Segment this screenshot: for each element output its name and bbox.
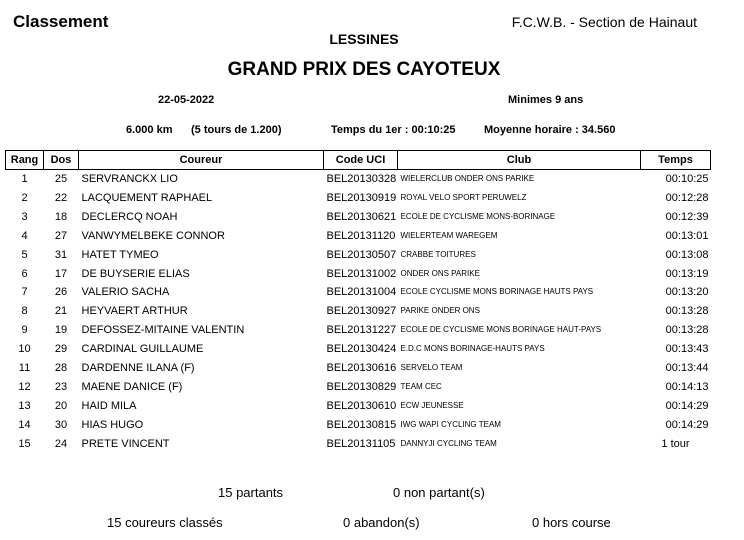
club-cell: ECW JEUNESSE — [400, 400, 464, 410]
rank-cell: 2 — [21, 191, 28, 204]
club-cell: ECOLE CYCLISME MONS BORINAGE HAUTS PAYS — [400, 287, 594, 297]
rider-name-cell: DE BUYSERIE ELIAS — [81, 267, 190, 280]
column-header-uci-code: Code UCI — [324, 151, 398, 170]
column-header-time: Temps — [641, 151, 711, 170]
time-cell: 00:13:19 — [665, 267, 709, 280]
uci-code-cell: BEL20130507 — [326, 248, 397, 261]
rank-cell: 10 — [18, 343, 31, 356]
non-starters-count: 0 non partant(s) — [393, 485, 485, 500]
table-row — [6, 321, 711, 340]
club-cell: ECOLE DE CYCLISME MONS-BORINAGE — [400, 211, 556, 221]
table-row — [6, 359, 711, 378]
time-cell: 00:12:39 — [665, 210, 709, 223]
rank-cell: 5 — [21, 248, 28, 261]
bib-cell: 28 — [54, 362, 68, 375]
table-row — [6, 189, 711, 208]
uci-code-cell: BEL20131004 — [326, 286, 397, 299]
bib-cell: 29 — [54, 343, 68, 356]
race-category: Minimes 9 ans — [508, 94, 584, 106]
time-cell: 00:14:29 — [665, 399, 709, 412]
results-body — [6, 170, 711, 454]
bib-cell: 27 — [54, 229, 68, 242]
table-header-row — [6, 151, 711, 170]
uci-code-cell: BEL20131105 — [326, 437, 396, 450]
rider-name-cell: HEYVAERT ARTHUR — [81, 305, 188, 318]
club-cell: PARIKE ONDER ONS — [400, 306, 480, 316]
race-laps: (5 tours de 1.200) — [191, 124, 282, 136]
bib-cell: 21 — [54, 305, 68, 318]
rank-cell: 3 — [21, 210, 28, 223]
table-row — [6, 340, 711, 359]
club-cell: WIELERCLUB ONDER ONS PARIKE — [400, 174, 535, 183]
page-title: Classement — [13, 12, 109, 31]
rank-cell: 6 — [21, 267, 28, 280]
rank-cell: 4 — [21, 229, 28, 242]
bib-cell: 18 — [54, 210, 68, 223]
column-header-dos: Dos — [44, 151, 79, 170]
bib-cell: 23 — [54, 380, 68, 393]
time-cell: 00:13:20 — [665, 286, 709, 299]
race-location: LESSINES — [329, 31, 399, 47]
uci-code-cell: BEL20130610 — [326, 399, 397, 412]
time-cell: 1 tour — [661, 437, 690, 450]
bib-cell: 19 — [54, 324, 68, 337]
race-date: 22-05-2022 — [158, 94, 215, 106]
rank-cell: 7 — [21, 286, 28, 299]
table-row — [6, 416, 711, 435]
classified-count: 15 coureurs classés — [107, 515, 223, 530]
abandons-count: 0 abandon(s) — [343, 515, 420, 530]
race-distance: 6.000 km — [126, 124, 173, 136]
uci-code-cell: BEL20130815 — [326, 418, 397, 431]
uci-code-cell: BEL20130424 — [326, 343, 397, 356]
rank-cell: 9 — [21, 324, 28, 337]
bib-cell: 31 — [54, 248, 68, 261]
club-cell: ECOLE DE CYCLISME MONS BORINAGE HAUT-PAYS — [400, 325, 602, 335]
federation-label: F.C.W.B. - Section de Hainaut — [511, 14, 697, 30]
time-cell: 00:13:28 — [665, 305, 709, 318]
uci-code-cell: BEL20131120 — [326, 229, 396, 242]
results-table — [5, 150, 711, 454]
rider-name-cell: HAID MILA — [81, 399, 137, 412]
rank-cell: 15 — [18, 437, 31, 450]
rider-name-cell: DARDENNE ILANA (F) — [81, 362, 195, 375]
uci-code-cell: BEL20130621 — [326, 210, 397, 223]
rank-cell: 8 — [21, 305, 28, 318]
time-cell: 00:13:28 — [665, 324, 709, 337]
uci-code-cell: BEL20130328 — [326, 173, 397, 185]
club-cell: IWG WAPI CYCLING TEAM — [400, 419, 501, 429]
rank-cell: 14 — [18, 418, 31, 431]
time-cell: 00:12:28 — [665, 191, 709, 204]
table-row — [6, 208, 711, 227]
rider-name-cell: VANWYMELBEKE CONNOR — [81, 229, 225, 242]
time-cell: 00:13:01 — [665, 229, 709, 242]
uci-code-cell: BEL20131227 — [326, 324, 397, 337]
rank-cell: 12 — [18, 380, 31, 393]
rider-name-cell: PRETE VINCENT — [81, 437, 170, 450]
column-header-club: Club — [398, 151, 641, 170]
club-cell: CRABBE TOITURES — [400, 249, 476, 259]
uci-code-cell: BEL20130829 — [326, 380, 397, 393]
club-cell: ROYAL VELO SPORT PERUWELZ — [400, 192, 527, 202]
time-cell: 00:14:29 — [665, 418, 709, 431]
bib-cell: 25 — [54, 173, 68, 185]
table-row — [6, 397, 711, 416]
time-cell: 00:13:08 — [665, 248, 709, 261]
starters-count: 15 partants — [218, 485, 284, 500]
bib-cell: 24 — [54, 437, 68, 450]
rider-name-cell: HIAS HUGO — [81, 418, 144, 431]
club-cell: DANNYJI CYCLING TEAM — [400, 438, 497, 448]
rank-cell: 13 — [18, 399, 31, 412]
rank-cell: 11 — [18, 362, 31, 375]
time-cell: 00:13:44 — [665, 362, 709, 375]
time-cell: 00:10:25 — [665, 173, 709, 185]
table-row — [6, 378, 711, 397]
uci-code-cell: BEL20130927 — [326, 305, 397, 318]
rider-name-cell: CARDINAL GUILLAUME — [81, 343, 204, 356]
club-cell: E.D.C MONS BORINAGE-HAUTS PAYS — [400, 344, 545, 354]
uci-code-cell: BEL20131002 — [326, 267, 397, 280]
table-row — [6, 283, 711, 302]
column-header-rank: Rang — [6, 151, 44, 170]
bib-cell: 17 — [54, 267, 68, 280]
bib-cell: 30 — [54, 418, 68, 431]
time-cell: 00:13:43 — [665, 343, 709, 356]
rider-name-cell: SERVRANCKX LIO — [81, 173, 178, 185]
rider-name-cell: LACQUEMENT RAPHAEL — [81, 191, 213, 204]
average-speed: Moyenne horaire : 34.560 — [484, 124, 616, 136]
bib-cell: 22 — [54, 191, 68, 204]
disqualified-count: 0 hors course — [532, 515, 611, 530]
bib-cell: 26 — [54, 286, 68, 299]
bib-cell: 20 — [54, 399, 68, 412]
time-cell: 00:14:13 — [665, 380, 709, 393]
table-row — [6, 435, 711, 454]
club-cell: TEAM CEC — [400, 381, 442, 391]
rider-name-cell: HATET TYMEO — [81, 248, 159, 261]
club-cell: ONDER ONS PARIKE — [400, 268, 480, 278]
rider-name-cell: DECLERCQ NOAH — [81, 210, 178, 223]
race-name: GRAND PRIX DES CAYOTEUX — [227, 59, 501, 80]
winner-time: Temps du 1er : 00:10:25 — [331, 124, 456, 136]
column-header-rider: Coureur — [79, 151, 324, 170]
uci-code-cell: BEL20130919 — [326, 191, 397, 204]
rank-cell: 1 — [21, 173, 28, 185]
rider-name-cell: MAENE DANICE (F) — [81, 380, 183, 393]
table-row — [6, 302, 711, 321]
table-row — [6, 227, 711, 246]
club-cell: SERVELO TEAM — [400, 363, 463, 373]
table-row — [6, 246, 711, 265]
club-cell: WIELERTEAM WAREGEM — [400, 230, 498, 240]
uci-code-cell: BEL20130616 — [326, 362, 397, 375]
table-row — [6, 265, 711, 284]
rider-name-cell: DEFOSSEZ-MITAINE VALENTIN — [81, 324, 245, 337]
table-row — [6, 170, 711, 189]
rider-name-cell: VALERIO SACHA — [81, 286, 170, 299]
